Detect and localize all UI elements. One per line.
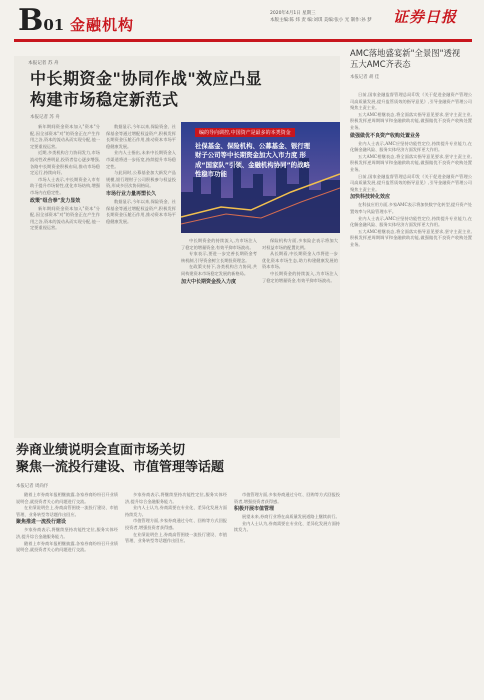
lead-headline-line1: 中长期资金"协同作战"效应凸显: [30, 69, 263, 88]
sidebar-headline-line2: 五大AMC齐表态: [350, 59, 411, 69]
lead-article: [14, 56, 340, 438]
lead-kicker: 本报记者 苏 舟: [28, 61, 59, 66]
page-number: B01: [18, 3, 65, 38]
second-subhead-1: 聚焦推进一流投行建设: [16, 519, 67, 526]
lead-subhead-1: 政策"组合拳"发力显效: [30, 197, 81, 204]
lead-byline: 本报记者 苏 舟: [30, 115, 60, 120]
second-headline-line2: 聚焦一流投行建设、市值管理等话题: [16, 460, 225, 475]
lead-headline: [30, 68, 262, 110]
lead-column-2: 数据显示,今年以来,保险资金、社保基金等通过增配权益资产,积极发挥长期资金压舱石作用,推动资本市场平稳健康发展。 业内人士指出,未来中长期资金入市渠道将进一步拓宽,持续提升市场稳定性。 与此同时,公募基金加大新发产品规模,银行理财子公司积极参与权益投资,形成多层次协同格局。 市场行业力量再塑长久 数据显示,今年以来,保险资金、社保基金等通过增配权益资产,积极发挥长期资金压舱石作用,推动资本市场平稳健康发展。: [106, 124, 176, 224]
sidebar-headline: [350, 48, 472, 70]
sidebar-subhead-1: 做强做优不良资产收购处置业务: [350, 132, 421, 139]
lead-column-1: 新年期间资金资本加入"资本"分配,因全部资本"对"的资金正在产生作用之各,资本的流动从而实现分配,他一定要重视运营。 近期,多类机构合力协同发力,市场流动性改善明显,投资者信心逐步增强,各路中长期资金积极布局,推动市场稳定运行,持续向好。 市场人士表示,中长期资金入市有助于提升市场韧性,优化市场结构,增强市场内在稳定性。 政策"组合拳"发力显效 新年期间资金资本加入"资本"分配,因全部资本"对"的资金正在产生作用之各,资本的流动从而实现分配,他一定要重视运营。: [30, 124, 100, 231]
second-byline: 本报记者 周尚伃: [16, 484, 49, 489]
second-headline-line1: 券商业绩说明会直面市场关切: [16, 443, 186, 458]
masthead: [0, 0, 484, 40]
section-title: 金融机构: [70, 16, 135, 34]
header-rule: [14, 39, 472, 42]
photo-tag: 编的导向调控,中国资产是最多的本类资金: [195, 128, 295, 137]
lead-column-4: 保险机构方面,多家险企表示将加大对权益市场的配置比例。 从长期看,中长期资金入市将进一步优化资本市场生态,助力构建健康发展的资本市场。 中长期资金的持续流入,为市场注入了稳定的增量资金,有效平抑市场波动。: [262, 238, 338, 283]
issue-info: [270, 10, 380, 24]
issue-date: 2020年4月1日 星期三: [270, 11, 316, 16]
sidebar-body: 日前,国家金融监督管理总局印发《关于促进金融资产管理公司高质量发展,提升监管质效的指导意见》,引导金融资产管理公司聚焦主责主业。 五大AMC相继表态,将全面落实指导意见要求,坚守主责主业,积极发挥逆周期调节和金融救助功能,做强做优不良资产收购处置业务。 做强做优不良资产收购处置业务 业内人士表示,AMC应坚持功能性定位,持续提升专业能力,在化解金融风险、服务实体经济方面发挥更大作用。 五大AMC相继表态,将全面落实指导意见要求,坚守主责主业,积极发挥逆周期调节和金融救助功能,做强做优不良资产收购处置业务。 日前,国家金融监督管理总局印发《关于促进金融资产管理公司高质量发展,提升监管质效的指导意见》,引导金融资产管理公司聚焦主责主业。 加快科技转化效应 在科技应用方面,多家AMC表示将加快数字化转型,提升资产处置效率与风险管理水平。 业内人士表示,AMC应坚持功能性定位,持续提升专业能力,在化解金融风险、服务实体经济方面发挥更大作用。 五大AMC相继表态,将全面落实指导意见要求,坚守主责主业,积极发挥逆周期调节和金融救助功能,做强做优不良资产收购处置业务。: [350, 92, 472, 247]
sidebar-byline: 本报记者 胡 佳: [350, 75, 380, 80]
sidebar-article: [350, 48, 472, 247]
sidebar-subhead-2: 加快科技转化效应: [350, 194, 391, 201]
second-headline: [16, 442, 346, 476]
second-subhead-2: 积极开展市值管理: [234, 506, 275, 513]
second-column-3: 市值管理方面,多家券商通过分红、回购等方式回报投资者,增强投资者获得感。 积极开展市值管理 展望未来,券商行业将在高质量发展道路上继续前行。 业内人士认为,券商需要在专业化、差异化发展方面持续发力。: [234, 492, 340, 533]
second-column-1: 随着上市券商年报相继披露,各家券商纷纷召开业绩说明会,就投资者关心的问题进行交流。 在业绩说明会上,券商高管围绕一流投行建设、市值管理、业务转型等话题作出回应。 聚焦推进一流投行建设 多家券商表示,将继续坚持功能性定位,服务实体经济,提升综合金融服务能力。 随着上市券商年报相继披露,各家券商纷纷召开业绩说明会,就投资者关心的问题进行交流。: [16, 492, 118, 553]
issue-staff: 本版主编:陈 炜 责 编:刘琪 美编:张小 光 制作:孙 梦: [270, 18, 372, 23]
lead-headline-line2: 构建市场稳定新范式: [30, 90, 179, 109]
second-column-2: 多家券商表示,将继续坚持功能性定位,服务实体经济,提升综合金融服务能力。 业内人士认为,券商需要在专业化、差异化发展方面持续发力。 市值管理方面,多家券商通过分红、回购等方式回报投资者,增强投资者获得感。 在业绩说明会上,券商高管围绕一流投行建设、市值管理、业务转型等话题作出回应。: [125, 492, 227, 544]
sidebar-headline-line1: AMC落地盛宴新"全景图"透视: [350, 48, 461, 58]
lead-column-3: 中长期资金的持续流入,为市场注入了稳定的增量资金,有效平抑市场波动。 专家表示,要进一步完善长期资金考核机制,引导资金树立长期投资理念。 在政策支持下,各类机构合力协同,共同构建资本市场稳定发展的新格局。 加大中长期资金投入力度: [181, 238, 257, 285]
lead-subhead-3: 加大中长期资金投入力度: [181, 278, 237, 285]
pull-quote: 社保基金、保险机构、公募基金、银行理财子公司等中长期资金加大入市力度 形成“国家队”引领、金融机构协同”的战略性稳市功能: [195, 142, 311, 179]
lead-subhead-2: 市场行业力量再塑长久: [106, 190, 157, 197]
newspaper-logo: 证券日报: [393, 8, 458, 26]
